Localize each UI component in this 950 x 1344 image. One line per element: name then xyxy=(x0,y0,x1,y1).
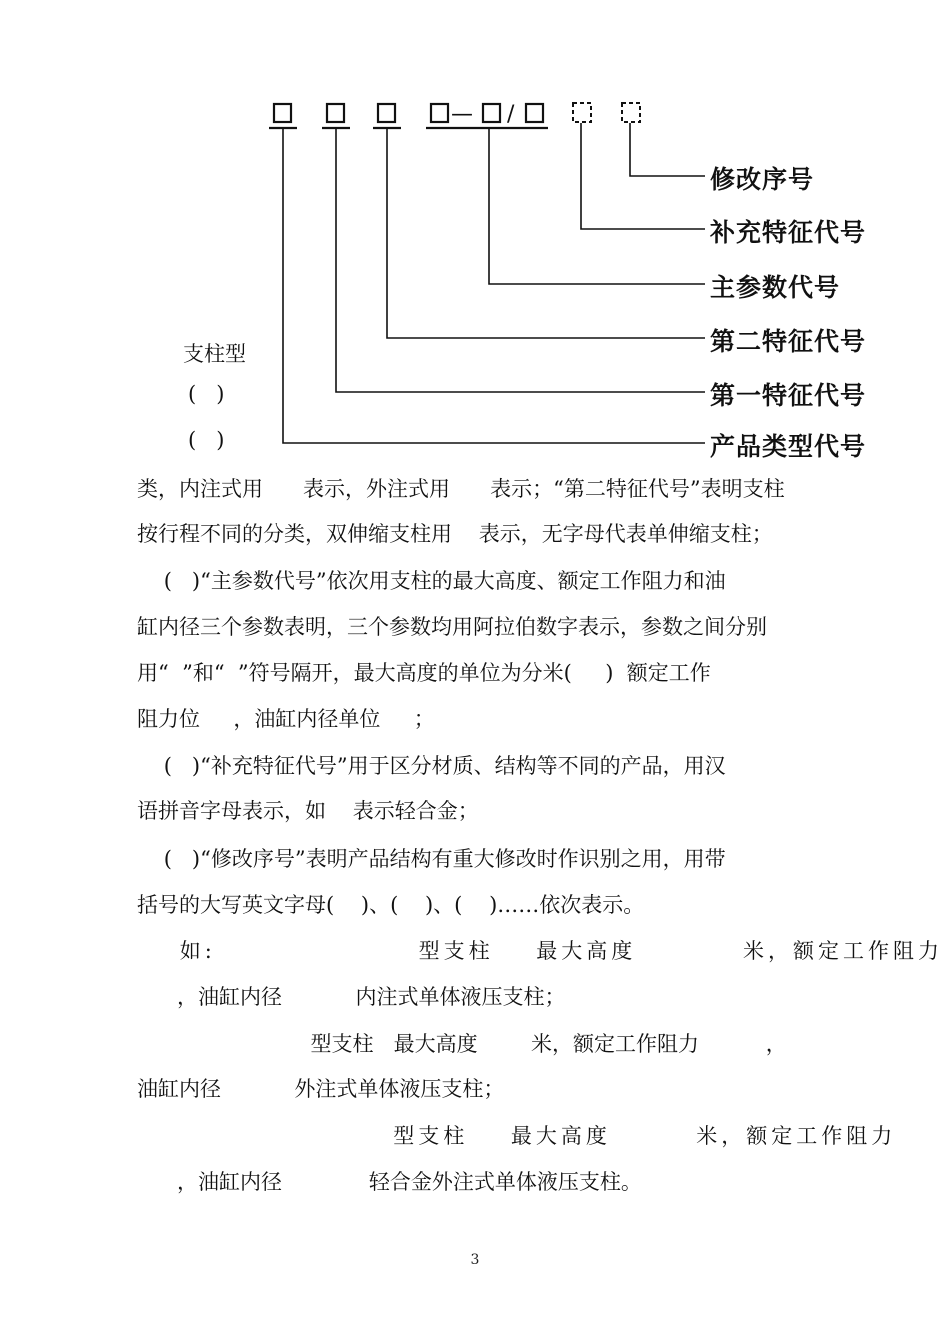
leader-revision xyxy=(630,123,705,176)
box-revision xyxy=(622,103,640,122)
slash-separator: / xyxy=(507,102,515,127)
body-line-14: 油缸内径 外注式单体液压支柱； xyxy=(137,1077,505,1101)
box-supplement xyxy=(573,103,591,122)
body-line-2: 按行程不同的分类，双伸缩支柱用 表示，无字母代表单伸缩支柱； xyxy=(137,522,773,546)
dash-separator: — xyxy=(451,102,473,127)
body-line-15: 型支柱 最大高度 米，额定工作阻力 xyxy=(137,1124,897,1148)
label-first-feature: 第一特征代号 xyxy=(710,381,867,410)
body-line-12: ，油缸内径 内注式单体液压支柱； xyxy=(137,985,566,1009)
body-line-1: 类，内注式用 表示，外注式用 表示；“第二特征代号”表明支柱 xyxy=(137,477,785,501)
side-paren-1: ( ) xyxy=(188,382,225,406)
body-line-5: 用“ ”和“ ”符号隔开，最大高度的单位为分米( ) 额定工作 xyxy=(137,661,711,685)
box-param-2 xyxy=(483,104,500,122)
body-line-9: ( )“修改序号”表明产品结构有重大修改时作识别之用，用带 xyxy=(137,847,726,871)
page-number: 3 xyxy=(470,1252,480,1268)
body-line-4: 缸内径三个参数表明，三个参数均用阿拉伯数字表示，参数之间分别 xyxy=(137,615,767,639)
leader-lines xyxy=(283,123,705,443)
body-line-8: 语拼音字母表示，如 表示轻合金； xyxy=(137,799,479,823)
body-line-16: ，油缸内径 轻合金外注式单体液压支柱。 xyxy=(137,1170,642,1194)
box-param-1 xyxy=(431,104,448,122)
body-line-10: 括号的大写英文字母( )、( )、( )……依次表示。 xyxy=(137,893,645,917)
label-supplement: 补充特征代号 xyxy=(710,218,867,247)
side-paren-2: ( ) xyxy=(188,428,225,452)
label-second-feature: 第二特征代号 xyxy=(710,327,867,356)
label-revision: 修改序号 xyxy=(710,165,815,194)
body-line-6: 阻力位 ，油缸内径单位 ； xyxy=(137,707,435,731)
box-first-feature xyxy=(327,104,344,122)
box-param-3 xyxy=(526,104,543,122)
box-second-feature xyxy=(378,104,395,122)
label-main-param: 主参数代号 xyxy=(710,273,841,302)
label-product-type: 产品类型代号 xyxy=(710,432,867,461)
body-line-13: 型支柱 最大高度 米，额定工作阻力 ， xyxy=(137,1032,787,1056)
leader-main-param xyxy=(489,129,705,284)
body-line-7: ( )“补充特征代号”用于区分材质、结构等不同的产品，用汉 xyxy=(137,754,726,778)
leader-first xyxy=(336,129,705,392)
side-title: 支柱型 xyxy=(183,342,246,366)
box-product-type xyxy=(274,104,291,122)
dashed-boxes xyxy=(573,103,640,122)
body-line-11: 如: 型支柱 最大高度 米，额定工作阻力 xyxy=(137,939,944,963)
leader-second xyxy=(387,129,705,338)
body-line-3: ( )“主参数代号”依次用支柱的最大高度、额定工作阻力和油 xyxy=(137,569,726,593)
